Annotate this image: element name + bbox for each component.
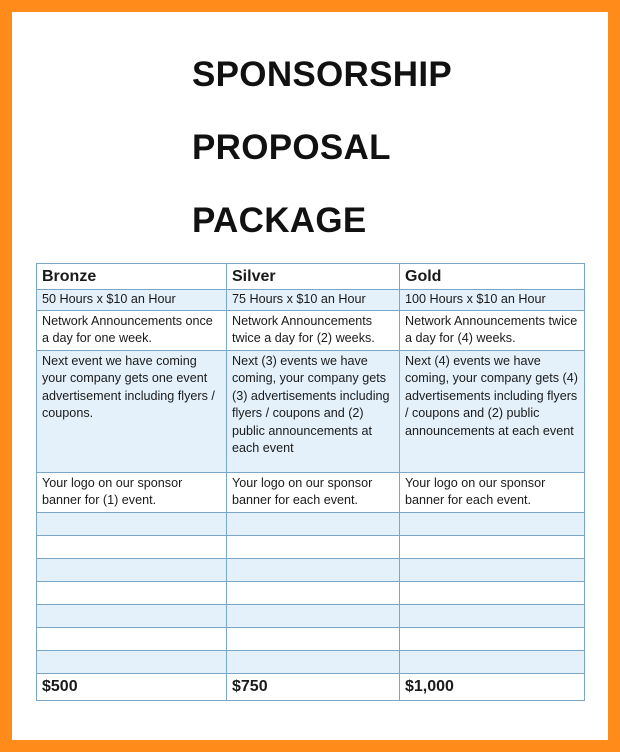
- tier-name-silver: Silver: [227, 264, 400, 290]
- blank-cell: [37, 535, 227, 558]
- tier-header-row: [37, 264, 585, 290]
- tier-name-bronze: Bronze: [37, 264, 227, 290]
- logo-bronze: Your logo on our sponsor banner for (1) event.: [37, 472, 227, 512]
- events-gold: Next (4) events we have coming, your company gets (4) advertisements including flyers / coupons and (2) public announcements at each event: [400, 350, 585, 472]
- price-row: [37, 673, 585, 700]
- events-bronze: Next event we have coming your company gets one event advertisement including flyers / coupons.: [37, 350, 227, 472]
- tier-name-gold: Gold: [400, 264, 585, 290]
- title-line-3: PACKAGE: [192, 201, 367, 240]
- blank-cell: [227, 627, 400, 650]
- network-gold: Network Announcements twice a day for (4) weeks.: [400, 310, 585, 350]
- events-row: [37, 350, 585, 472]
- network-silver: Network Announcements twice a day for (2) weeks.: [227, 310, 400, 350]
- blank-row: [37, 581, 585, 604]
- price-gold: $1,000: [400, 673, 585, 700]
- logo-silver: Your logo on our sponsor banner for each event.: [227, 472, 400, 512]
- blank-cell: [400, 535, 585, 558]
- blank-cell: [227, 558, 400, 581]
- network-row: [37, 310, 585, 350]
- blank-cell: [400, 558, 585, 581]
- blank-cell: [400, 512, 585, 535]
- blank-row: [37, 512, 585, 535]
- hours-silver: 75 Hours x $10 an Hour: [227, 290, 400, 311]
- blank-cell: [227, 512, 400, 535]
- sponsorship-table: [36, 263, 585, 701]
- blank-cell: [37, 558, 227, 581]
- events-silver: Next (3) events we have coming, your company gets (3) advertisements including flyers / coupons and (2) public announcements at each event: [227, 350, 400, 472]
- blank-cell: [227, 650, 400, 673]
- hours-bronze: 50 Hours x $10 an Hour: [37, 290, 227, 311]
- logo-gold: Your logo on our sponsor banner for each event.: [400, 472, 585, 512]
- document-page: [12, 12, 608, 740]
- blank-cell: [227, 581, 400, 604]
- blank-cell: [37, 512, 227, 535]
- blank-cell: [227, 604, 400, 627]
- hours-row: [37, 290, 585, 311]
- blank-row: [37, 604, 585, 627]
- title-line-1: SPONSORSHIP: [192, 55, 453, 94]
- blank-cell: [400, 604, 585, 627]
- blank-row: [37, 535, 585, 558]
- document-title: [192, 38, 452, 257]
- blank-row: [37, 558, 585, 581]
- blank-cell: [37, 650, 227, 673]
- price-bronze: $500: [37, 673, 227, 700]
- title-line-2: PROPOSAL: [192, 128, 391, 167]
- blank-cell: [400, 650, 585, 673]
- blank-cell: [400, 627, 585, 650]
- blank-cell: [37, 604, 227, 627]
- blank-cell: [37, 581, 227, 604]
- blank-cell: [37, 627, 227, 650]
- blank-cell: [400, 581, 585, 604]
- blank-row: [37, 650, 585, 673]
- blank-row: [37, 627, 585, 650]
- network-bronze: Network Announcements once a day for one week.: [37, 310, 227, 350]
- blank-cell: [227, 535, 400, 558]
- price-silver: $750: [227, 673, 400, 700]
- hours-gold: 100 Hours x $10 an Hour: [400, 290, 585, 311]
- logo-row: [37, 472, 585, 512]
